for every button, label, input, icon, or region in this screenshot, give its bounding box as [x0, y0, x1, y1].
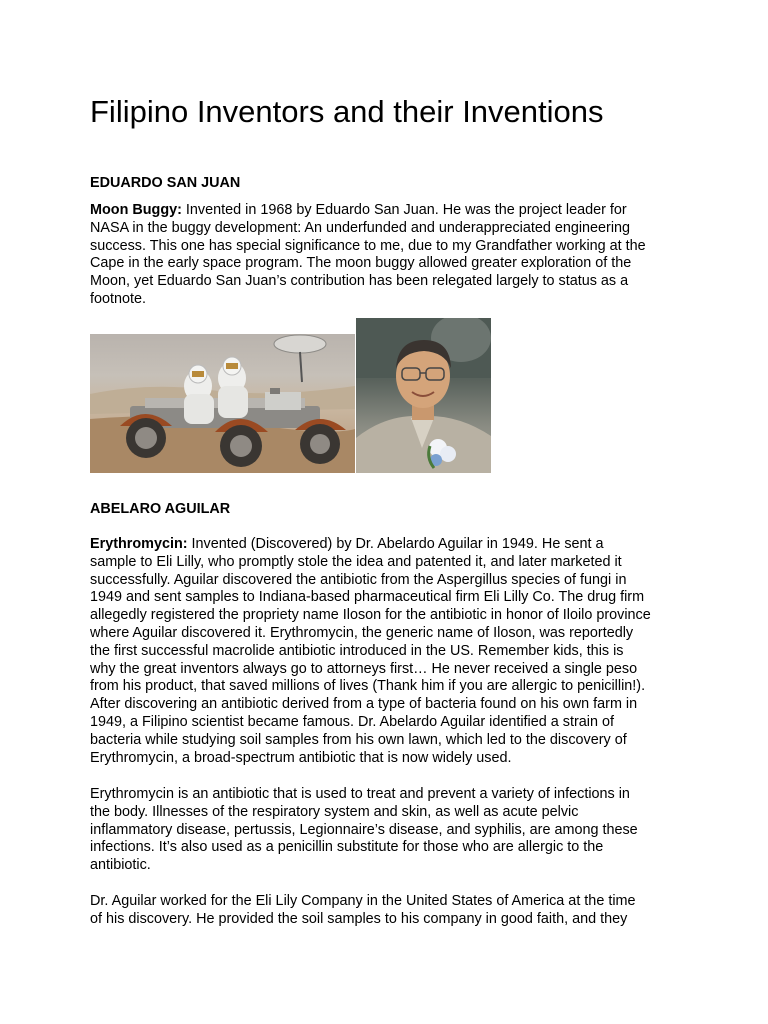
- paragraph-erythromycin-uses: [90, 786, 690, 875]
- paragraph-aguilar-eli-lily: [90, 893, 690, 929]
- paragraph-line: inflammatory disease, pertussis, Legionnaire’s disease, and syphilis, are among these: [90, 821, 638, 838]
- lead-term-moon-buggy: Moon Buggy:: [90, 202, 182, 218]
- paragraph-line: successfully. Aguilar discovered the antibiotic from the Aspergillus species of fungi in: [90, 571, 627, 588]
- paragraph-line: Moon, yet Eduardo San Juan’s contribution has been relegated largely to status as a: [90, 273, 629, 290]
- paragraph-line: why the great inventors always go to attorneys first… He never received a single peso: [90, 660, 638, 677]
- paragraph-line: NASA in the buggy development: An underfunded and underappreciated engineering: [90, 219, 631, 236]
- line-text: Invented in 1968 by Eduardo San Juan. He was the project leader for: [181, 202, 627, 218]
- moon-buggy-photo: [90, 334, 355, 473]
- paragraph-line: success. This one has special significance to me, due to my Grandfather working at the: [90, 237, 646, 254]
- paragraph-line: Cape in the early space program. The moon buggy allowed greater exploration of the: [90, 255, 632, 272]
- line-text: Invented (Discovered) by Dr. Abelardo Aguilar in 1949. He sent a: [187, 536, 604, 552]
- document-title: Filipino Inventors and their Inventions: [90, 94, 604, 129]
- section-heading-eduardo-san-juan: EDUARDO SAN JUAN: [90, 175, 241, 191]
- paragraph-line: of his discovery. He provided the soil samples to his company in good faith, and they: [90, 910, 628, 927]
- paragraph-line: 1949 and sent samples to Indiana-based pharmaceutical firm Eli Lilly Co. The drug firm: [90, 589, 645, 606]
- paragraph-line: antibiotic.: [90, 857, 151, 874]
- paragraph-line: Erythromycin is an antibiotic that is used to treat and prevent a variety of infections in: [90, 786, 630, 802]
- section-heading-abelaro-aguilar: ABELARO AGUILAR: [90, 501, 231, 517]
- paragraph-line: from his product, that saved millions of lives (Thank him if you are allergic to penicillin!).: [90, 678, 646, 695]
- portrait-illustration: [356, 318, 491, 473]
- moon-buggy-illustration: [90, 334, 355, 473]
- paragraph-erythromycin: [90, 536, 690, 767]
- paragraph-line: After discovering an antibiotic derived from a type of bacteria found on his own farm in: [90, 696, 638, 713]
- paragraph-line: sample to Eli Lilly, who promptly stole the idea and patented it, and later marketed it: [90, 553, 622, 570]
- paragraph-line: footnote.: [90, 290, 147, 307]
- paragraph-line: the first successful macrolide antibiotic introduced in the US. Remember kids, this is: [90, 642, 624, 659]
- paragraph-line: where Aguilar discovered it. Erythromycin, the generic name of Iloson, was reportedly: [90, 624, 634, 641]
- paragraph-moon-buggy: [90, 202, 690, 309]
- paragraph-line: 1949, a Filipino scientist became famous. Dr. Abelardo Aguilar identified a strain of: [90, 713, 614, 730]
- paragraph-line: Erythromycin, a broad-spectrum antibiotic that is now widely used.: [90, 749, 512, 766]
- paragraph-line: allegedly registered the propriety name Iloson for the antibiotic in honor of Iloilo province: [90, 607, 651, 624]
- paragraph-line: the body. Illnesses of the respiratory system and skin, as well as acute pelvic: [90, 803, 579, 820]
- paragraph-line: bacteria while studying soil samples from his own lawn, which led to the discovery of: [90, 731, 627, 748]
- paragraph-line: Dr. Aguilar worked for the Eli Lily Company in the United States of America at the time: [90, 893, 636, 909]
- paragraph-line: infections. It’s also used as a penicillin substitute for those who are allergic to the: [90, 839, 604, 856]
- paragraph-line: [90, 202, 690, 220]
- eduardo-san-juan-portrait: [356, 318, 491, 473]
- paragraph-line: [90, 536, 690, 554]
- lead-term-erythromycin: Erythromycin:: [90, 536, 188, 552]
